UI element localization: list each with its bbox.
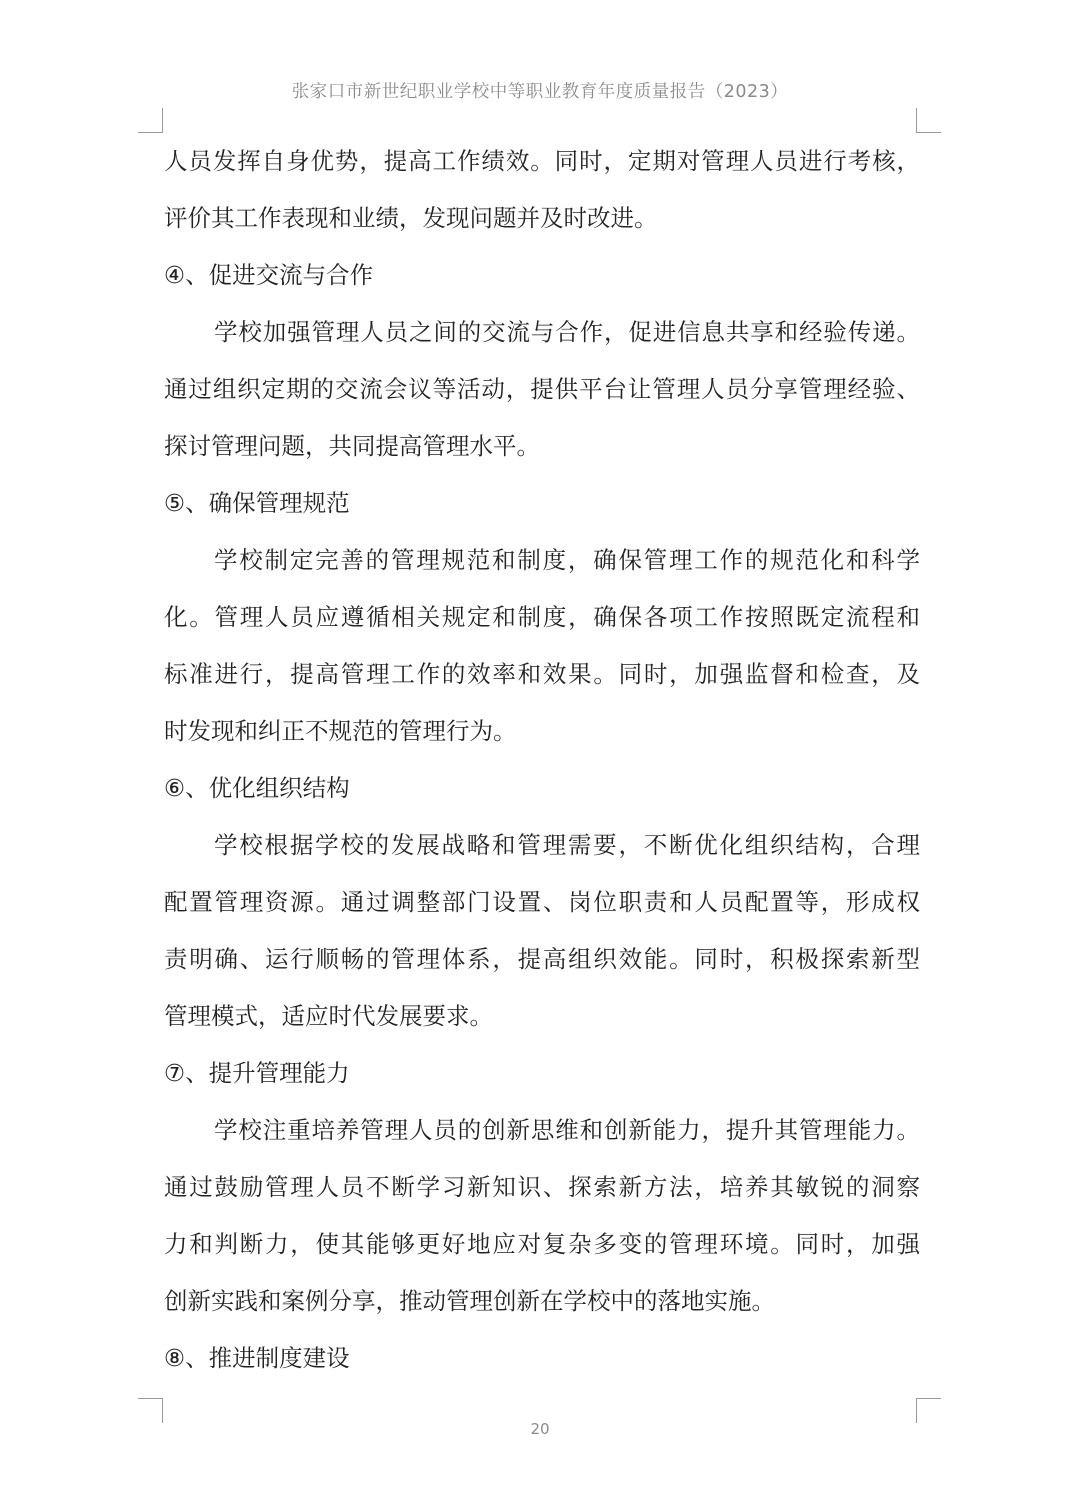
section-heading: ⑦、提升管理能力 bbox=[164, 1059, 350, 1087]
crop-mark-top-right bbox=[916, 108, 941, 133]
crop-mark-top-left bbox=[138, 108, 163, 133]
text-line: 学校加强管理人员之间的交流与合作，促进信息共享和经验传递。 bbox=[214, 318, 920, 346]
section-heading: ⑧、推进制度建设 bbox=[164, 1344, 350, 1372]
text-line: 创新实践和案例分享，推动管理创新在学校中的落地实施。 bbox=[164, 1287, 775, 1315]
text-line: 通过组织定期的交流会议等活动，提供平台让管理人员分享管理经验、 bbox=[164, 375, 920, 403]
text-line: 人员发挥自身优势，提高工作绩效。同时，定期对管理人员进行考核， bbox=[164, 147, 920, 175]
page-number: 20 bbox=[530, 1420, 550, 1438]
text-line: 学校根据学校的发展战略和管理需要，不断优化组织结构，合理 bbox=[214, 831, 920, 859]
text-line: 化。管理人员应遵循相关规定和制度，确保各项工作按照既定流程和 bbox=[164, 603, 920, 631]
document-body bbox=[164, 133, 920, 1387]
text-line: 责明确、运行顺畅的管理体系，提高组织效能。同时，积极探索新型 bbox=[164, 945, 920, 973]
text-line: 管理模式，适应时代发展要求。 bbox=[164, 1002, 493, 1030]
running-header: 张家口市新世纪职业学校中等职业教育年度质量报告（2023） bbox=[291, 82, 789, 102]
text-line: 学校制定完善的管理规范和制度，确保管理工作的规范化和科学 bbox=[214, 546, 920, 574]
section-heading: ⑥、优化组织结构 bbox=[164, 774, 350, 802]
text-line: 探讨管理问题，共同提高管理水平。 bbox=[164, 432, 540, 460]
text-line: 配置管理资源。通过调整部门设置、岗位职责和人员配置等，形成权 bbox=[164, 888, 920, 916]
text-line: 时发现和纠正不规范的管理行为。 bbox=[164, 717, 517, 745]
section-heading: ⑤、确保管理规范 bbox=[164, 489, 350, 517]
text-line: 评价其工作表现和业绩，发现问题并及时改进。 bbox=[164, 204, 658, 232]
text-line: 通过鼓励管理人员不断学习新知识、探索新方法，培养其敏锐的洞察 bbox=[164, 1173, 920, 1201]
text-line: 标准进行，提高管理工作的效率和效果。同时，加强监督和检查，及 bbox=[164, 660, 920, 688]
section-heading: ④、促进交流与合作 bbox=[164, 261, 374, 289]
text-line: 力和判断力，使其能够更好地应对复杂多变的管理环境。同时，加强 bbox=[164, 1230, 920, 1258]
text-line: 学校注重培养管理人员的创新思维和创新能力，提升其管理能力。 bbox=[214, 1116, 920, 1144]
